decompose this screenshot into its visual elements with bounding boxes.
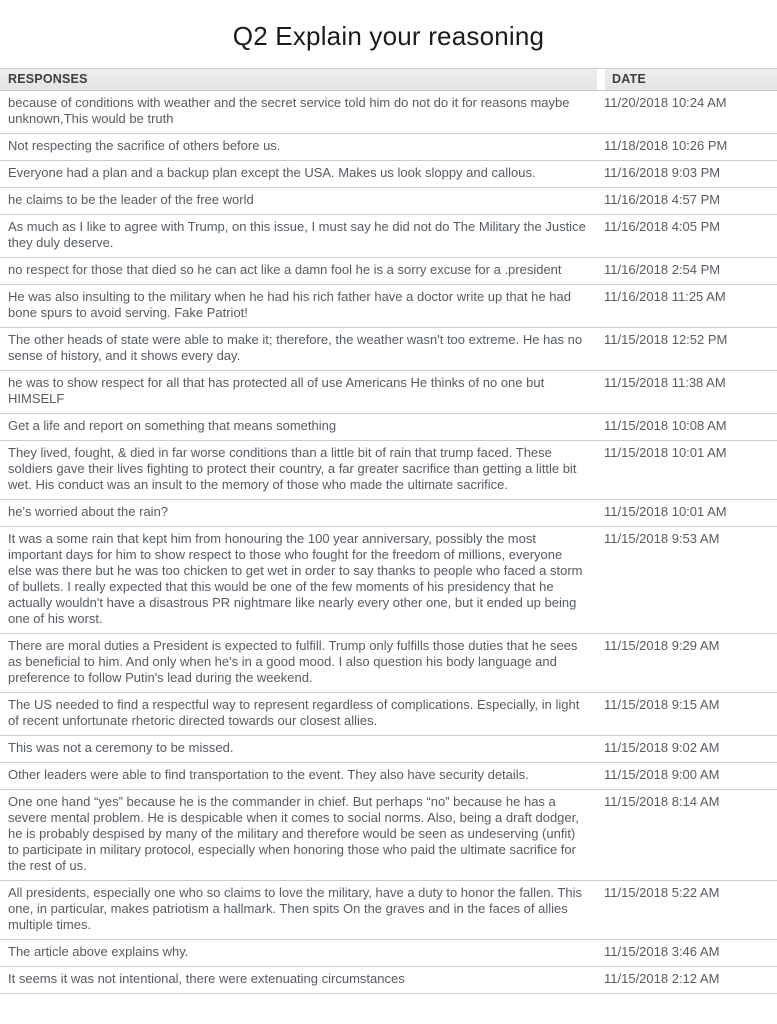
response-text: The US needed to find a respectful way to represent regardless of complications. Especially, in light of recent unfortunate rhetoric directed towards our closest allies.	[8, 697, 580, 728]
response-text: One one hand “yes” because he is the commander in chief. But perhaps “no” because he has a severe mental problem. He is despicable when it comes to social norms. Also, being a draft dodger, he is probably despised by many of the military and therefore would be seen as undeserving (unfit) to participate in military protocol, especially when honoring those who paid the ultimate sacrifice for the rest of us.	[8, 794, 579, 873]
response-text: There are moral duties a President is expected to fulfill. Trump only fulfills those duties that he sees as beneficial to him. And only when he's in a good mood. I also question his body language and preference to follow Putin's lead during the weekend.	[8, 638, 578, 685]
header-responses: RESPONSES	[0, 69, 597, 90]
response-text: As much as I like to agree with Trump, on this issue, I must say he did not do The Military the Justice they duly deserve.	[8, 219, 586, 250]
response-date: 11/18/2018 10:26 PM	[604, 138, 728, 153]
response-date: 11/16/2018 2:54 PM	[604, 262, 721, 277]
response-date: 11/15/2018 10:08 AM	[604, 418, 727, 433]
response-date: 11/15/2018 8:14 AM	[604, 794, 720, 809]
response-text: The article above explains why.	[8, 944, 189, 959]
response-date: 11/20/2018 10:24 AM	[604, 95, 727, 110]
response-text: he claims to be the leader of the free world	[8, 192, 254, 207]
table-row	[0, 500, 777, 527]
responses-table	[0, 68, 777, 994]
table-row	[0, 881, 777, 940]
response-text: It was a some rain that kept him from honouring the 100 year anniversary, possibly the most important days for him to show respect to those who fought for the freedom of millions, everyone else was there but he was too chicken to get wet in order to say thanks to people who faced a storm of bullets. I really expected that this would be one of the few moments of his presidency that he actually wouldn't have a disastrous PR nightmare like nearly every other one, but it ended up being one of his worst.	[8, 531, 583, 626]
response-date: 11/15/2018 3:46 AM	[604, 944, 720, 959]
response-date: 11/15/2018 9:53 AM	[604, 531, 720, 546]
table-row	[0, 161, 777, 188]
table-row	[0, 790, 777, 881]
table-row	[0, 258, 777, 285]
table-row	[0, 188, 777, 215]
response-text: Everyone had a plan and a backup plan except the USA. Makes us look sloppy and callous.	[8, 165, 536, 180]
table-row	[0, 414, 777, 441]
table-row	[0, 91, 777, 134]
page-title: Q2 Explain your reasoning	[232, 21, 545, 51]
table-row	[0, 134, 777, 161]
response-date: 11/15/2018 9:29 AM	[604, 638, 720, 653]
response-text: he's worried about the rain?	[8, 504, 169, 519]
response-text: All presidents, especially one who so claims to love the military, have a duty to honor the fallen. This one, in particular, makes patriotism a hallmark. Then spits On the graves and in the faces of allies multiple times.	[8, 885, 582, 932]
table-row	[0, 693, 777, 736]
table-row	[0, 371, 777, 414]
table-body	[0, 91, 777, 994]
header-date: DATE	[605, 69, 777, 90]
response-date: 11/15/2018 9:02 AM	[604, 740, 720, 755]
response-date: 11/15/2018 5:22 AM	[604, 885, 720, 900]
response-date: 11/15/2018 9:15 AM	[604, 697, 720, 712]
table-row	[0, 527, 777, 634]
response-text: Get a life and report on something that means something	[8, 418, 337, 433]
response-date: 11/15/2018 11:38 AM	[604, 375, 726, 390]
response-date: 11/15/2018 9:00 AM	[604, 767, 720, 782]
response-date: 11/15/2018 2:12 AM	[604, 971, 720, 986]
table-row	[0, 940, 777, 967]
table-header	[0, 68, 777, 91]
response-date: 11/15/2018 10:01 AM	[604, 504, 727, 519]
response-date: 11/16/2018 4:57 PM	[604, 192, 721, 207]
response-text: because of conditions with weather and the secret service told him do not do it for reasons maybe unknown,This would be truth	[8, 95, 570, 126]
response-text: Other leaders were able to find transportation to the event. They also have security details.	[8, 767, 529, 782]
response-date: 11/16/2018 9:03 PM	[604, 165, 721, 180]
response-date: 11/16/2018 4:05 PM	[604, 219, 721, 234]
response-text: He was also insulting to the military when he had his rich father have a doctor write up that he had bone spurs to avoid serving. Fake Patriot!	[8, 289, 571, 320]
response-text: Not respecting the sacrifice of others before us.	[8, 138, 281, 153]
table-row	[0, 441, 777, 500]
table-row	[0, 215, 777, 258]
response-text: he was to show respect for all that has protected all of use Americans He thinks of no one but HIMSELF	[8, 375, 545, 406]
response-text: It seems it was not intentional, there were extenuating circumstances	[8, 971, 405, 986]
table-row	[0, 634, 777, 693]
response-date: 11/15/2018 10:01 AM	[604, 445, 727, 460]
response-date: 11/15/2018 12:52 PM	[604, 332, 728, 347]
header-column-gap	[597, 69, 605, 90]
response-text: no respect for those that died so he can act like a damn fool he is a sorry excuse for a .president	[8, 262, 562, 277]
table-row	[0, 967, 777, 994]
table-row	[0, 763, 777, 790]
response-text: The other heads of state were able to make it; therefore, the weather wasn't too extreme. He has no sense of history, and it shows every day.	[8, 332, 583, 363]
response-text: They lived, fought, & died in far worse conditions than a little bit of rain that trump faced. These soldiers gave their lives fighting to protect their country, a far greater sacrifice than getting a little bit wet. His conduct was an insult to the memory of those who made the ultimate sacrifice.	[8, 445, 577, 492]
response-date: 11/16/2018 11:25 AM	[604, 289, 726, 304]
table-row	[0, 328, 777, 371]
table-row	[0, 736, 777, 763]
response-text: This was not a ceremony to be missed.	[8, 740, 234, 755]
table-row	[0, 285, 777, 328]
